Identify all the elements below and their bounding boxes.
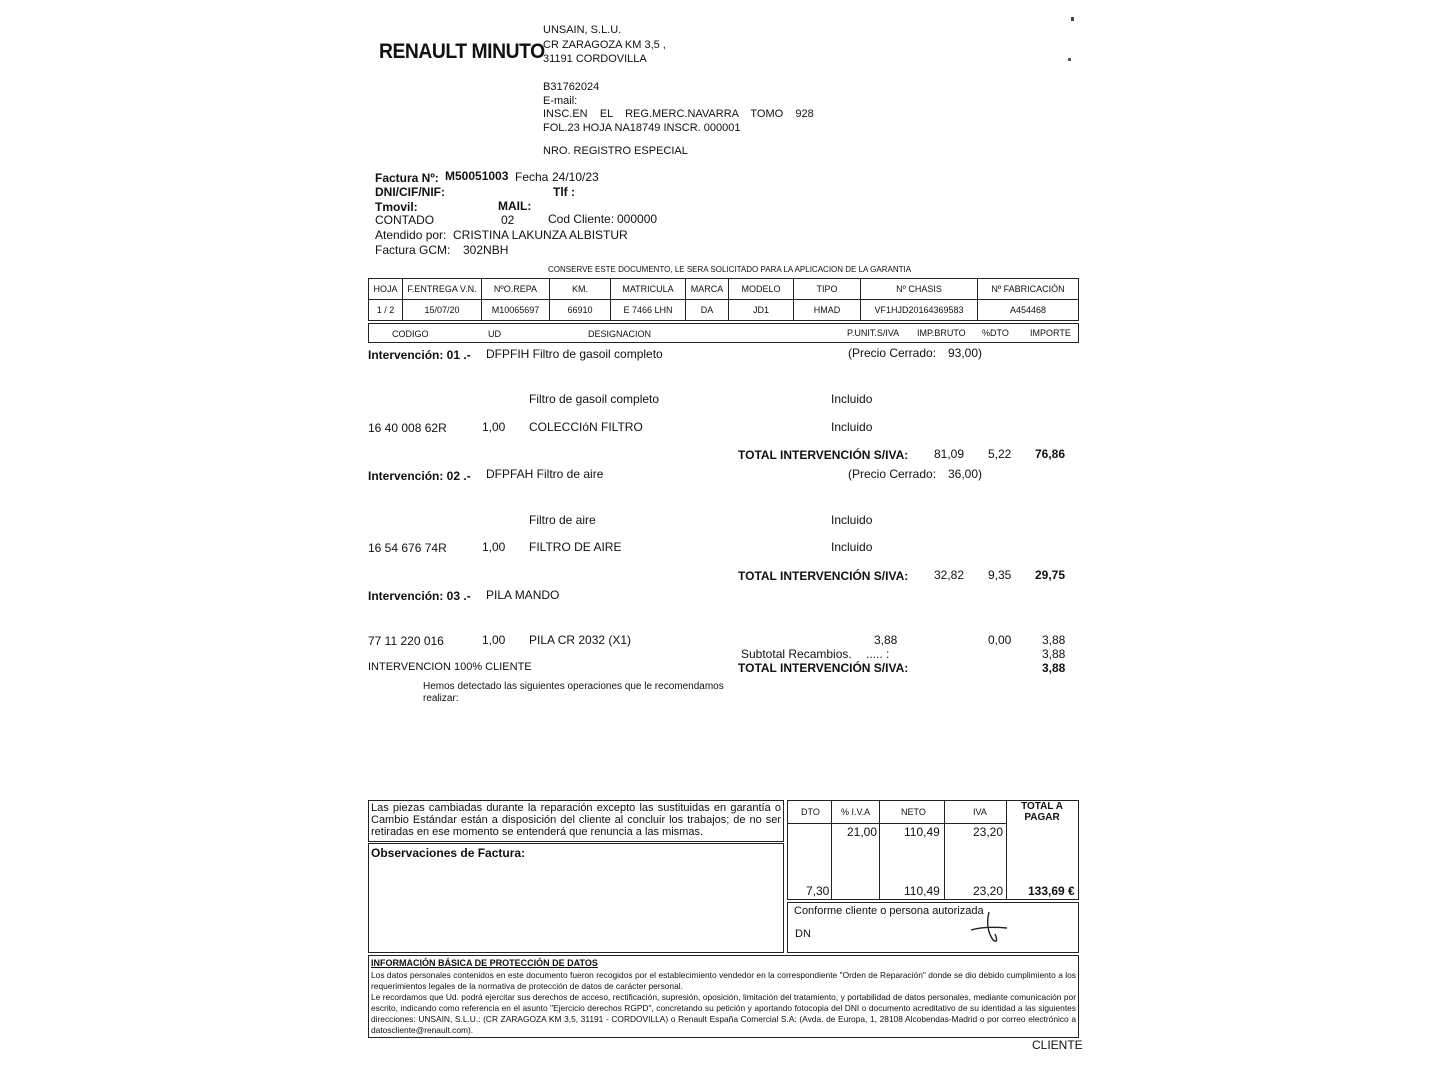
client-code-label: Cod Cliente: [548, 212, 615, 226]
totals-col-divider [831, 800, 832, 900]
neto-total-value: 110,49 [904, 884, 940, 898]
intervention-total-bruto: 81,09 [934, 447, 965, 461]
total-to-pay: 133,69 € [1028, 884, 1075, 898]
vehicle-value-cell: 15/07/20 [403, 300, 482, 321]
invoice-number: M50051003 [445, 169, 509, 183]
vehicle-value-cell: VF1HJD20164369583 [861, 300, 978, 321]
intervention-total-dto: 5,22 [988, 447, 1012, 461]
vehicle-value-cell: 66910 [550, 300, 611, 321]
intervention-desc: DFPFAH Filtro de aire [486, 467, 604, 481]
line-designation: COLECCIóN FILTRO [529, 420, 643, 434]
special-registry: NRO. REGISTRO ESPECIAL [543, 145, 688, 157]
intervention-total-bruto: 32,82 [934, 568, 965, 582]
dni-label: DNI/CIF/NIF: [375, 185, 445, 199]
vehicle-header-cell: Nº CHASIS [861, 279, 978, 300]
intervention-label: Intervención: 03 .- [368, 589, 471, 603]
warranty-note: CONSERVE ESTE DOCUMENTO, LE SERA SOLICITADO PARA LA APLICACION DE LA GARANTIA [548, 265, 912, 274]
vehicle-value-cell: 1 / 2 [369, 300, 403, 321]
vehicle-header-cell: MARCA [686, 279, 729, 300]
client-note: INTERVENCION 100% CLIENTE [368, 661, 532, 673]
recommendation-line-2: realizar: [423, 692, 459, 704]
line-dto: 0,00 [988, 633, 1012, 647]
scan-speck [1071, 17, 1074, 21]
totals-header-dto: DTO [801, 807, 820, 817]
invoice-number-label: Factura Nº: [375, 171, 439, 185]
line-code: 77 11 220 016 [368, 634, 444, 648]
company-address [543, 23, 666, 67]
gcm-number: 302NBH [463, 243, 509, 257]
line-designation: Filtro de aire [529, 513, 596, 527]
invoice-date-label: Fecha [515, 170, 549, 184]
recommendation-line-1: Hemos detectado las siguientes operaciones que le recomendamos [423, 681, 724, 692]
line-designation: PILA CR 2032 (X1) [529, 633, 632, 647]
intervention-total-importe: 3,88 [1042, 661, 1066, 675]
closed-price: 36,00) [948, 467, 983, 481]
dto-total-value: 7,30 [806, 884, 830, 898]
totals-col-divider [944, 800, 945, 900]
signature-mark [965, 910, 1013, 946]
line-included: Incluido [831, 420, 873, 434]
closed-price-label: (Precio Cerrado: [848, 467, 937, 481]
intervention-desc: PILA MANDO [486, 588, 560, 602]
intervention-label: Intervención: 01 .- [368, 348, 471, 362]
iva-total-value: 23,20 [973, 884, 1004, 898]
signature-label: Conforme cliente o persona autorizada [794, 905, 984, 917]
subtotal-label: Subtotal Recambios. [741, 647, 852, 661]
scan-speck [1068, 58, 1071, 61]
line-designation: FILTRO DE AIRE [529, 540, 622, 554]
signature-dni-label: DN [795, 928, 811, 940]
vehicle-value-cell: E 7466 LHN [611, 300, 686, 321]
company-registry [543, 81, 814, 135]
gdpr-title: INFORMACIÓN BÁSICA DE PROTECCIÓN DE DATOS [371, 958, 598, 968]
intervention-total-importe: 76,86 [1035, 447, 1066, 461]
intervention-total-dto: 9,35 [988, 568, 1012, 582]
attended-label: Atendido por: [375, 228, 447, 242]
intervention-total-label: TOTAL INTERVENCIÓN S/IVA: [738, 661, 909, 675]
intervention-total-label: TOTAL INTERVENCIÓN S/IVA: [738, 569, 909, 583]
vehicle-header-cell: TIPO [794, 279, 861, 300]
totals-header-total: TOTAL A PAGAR [1021, 801, 1063, 823]
closed-price-label: (Precio Cerrado: [848, 346, 937, 360]
totals-header-iva: IVA [973, 807, 987, 817]
vehicle-value-cell: DA [686, 300, 729, 321]
vehicle-header-cell: KM. [550, 279, 611, 300]
vehicle-value-cell: HMAD [794, 300, 861, 321]
vehicle-header-row [369, 279, 1079, 300]
line-unit-price: 3,88 [874, 633, 898, 647]
registry-line-1: INSC.EN EL REG.MERC.NAVARRA TOMO 928 [543, 108, 814, 120]
line-included: Incluido [831, 540, 873, 554]
observations-label: Observaciones de Factura: [371, 846, 526, 860]
col-impbruto: IMP.BRUTO [917, 328, 966, 338]
col-designacion: DESIGNACION [588, 329, 652, 339]
vehicle-header-cell: MATRICULA [611, 279, 686, 300]
company-name: UNSAIN, S.L.U. [543, 24, 622, 36]
vehicle-value-cell: A454468 [978, 300, 1079, 321]
line-code: 16 54 676 74R [368, 541, 447, 555]
totals-header-neto: NETO [901, 807, 926, 817]
line-designation: Filtro de gasoil completo [529, 392, 660, 406]
mail-label: MAIL: [498, 199, 532, 213]
vehicle-header-cell: HOJA [369, 279, 403, 300]
invoice-date: 24/10/23 [552, 170, 599, 184]
totals-col-divider [879, 800, 880, 900]
phone-label: Tlf : [553, 185, 575, 199]
neto-value: 110,49 [904, 825, 940, 839]
brand-logo: RENAULT MINUTO [379, 40, 545, 63]
vehicle-header-cell: MODELO [729, 279, 794, 300]
line-ud: 1,00 [482, 633, 506, 647]
totals-header-divider [787, 823, 1006, 824]
gdpr-paragraph-1: Los datos personales contenidos en este documento fueron recogidos por el establecimiento vendedor en la correspondiente "Orden de Reparación" donde se dio debido cumplimiento a los requerimientos legales de la normativa de protección de datos de carácter personal. [371, 970, 1076, 991]
line-included: Incluido [831, 392, 873, 406]
gdpr-paragraph-2: Le recordamos que Ud. podrá ejercitar sus derechos de acceso, rectificación, supresión, oposición, limitación del tratamiento, y portabilidad de datos personales, mediante comunicación por escrito, indicando como referencia en el asunto "Ejercicio derechos RGPD", concretando su petición y aportando fotocopia del DNI o documento acreditativo de su identidad a las siguientes direcciones: UNSAIN, S.L.U.: (CR ZARAGOZA KM 3,5, 31191 - CORDOVILLA) o Renault España Comercial S.A: (Avda. de Europa, 1, 28108 Alcobendas-Madrid o por correo electrónico a datoscliente@renault.com). [371, 992, 1076, 1035]
totals-header-iva-pct: % I.V.A [841, 807, 871, 817]
iva-value: 23,20 [973, 825, 1004, 839]
parts-note: Las piezas cambiadas durante la reparación excepto las sustituidas en garantía o Cambio Estándar están a disposición del cliente al concluir los trabajos; de no ser retiradas en ese momento se entenderá que renuncia a las mismas. [371, 802, 781, 838]
vehicle-header-cell: NºO.REPA [482, 279, 550, 300]
line-code: 16 40 008 62R [368, 421, 447, 435]
recommendation-text [423, 681, 724, 704]
intervention-total-label: TOTAL INTERVENCIÓN S/IVA: [738, 448, 909, 462]
attended-by: CRISTINA LAKUNZA ALBISTUR [453, 228, 628, 242]
registry-line-2: FOL.23 HOJA NA18749 INSCR. 000001 [543, 121, 741, 134]
vehicle-value-cell: M10065697 [482, 300, 550, 321]
company-city: 31191 CORDOVILLA [543, 53, 647, 65]
client-code: 000000 [617, 212, 658, 226]
copy-label: CLIENTE [1032, 1038, 1083, 1052]
vehicle-value-row [369, 300, 1079, 321]
vehicle-table [368, 278, 1079, 321]
payment-code: 02 [501, 213, 515, 227]
col-ud: UD [488, 329, 501, 339]
col-codigo: CODIGO [392, 329, 429, 339]
gcm-label: Factura GCM: [375, 243, 451, 257]
intervention-desc: DFPFIH Filtro de gasoil completo [486, 347, 663, 361]
vehicle-value-cell: JD1 [729, 300, 794, 321]
subtotal-value: 3,88 [1042, 647, 1066, 661]
closed-price: 93,00) [948, 346, 983, 360]
payment-method: CONTADO [375, 213, 435, 227]
company-street: CR ZARAGOZA KM 3,5 , [543, 38, 666, 51]
tax-id: B31762024 [543, 81, 600, 93]
iva-pct-value: 21,00 [847, 825, 878, 839]
totals-col-divider [1006, 800, 1007, 900]
line-ud: 1,00 [482, 420, 506, 434]
intervention-total-importe: 29,75 [1035, 568, 1066, 582]
line-included: Incluido [831, 513, 873, 527]
vehicle-header-cell: Nº FABRICACIÓN [978, 279, 1079, 300]
line-ud: 1,00 [482, 540, 506, 554]
vehicle-header-cell: F.ENTREGA V.N. [403, 279, 482, 300]
email-label: E-mail: [543, 94, 578, 107]
subtotal-dots: ..... : [866, 647, 890, 661]
column-header-box [368, 323, 1079, 343]
col-importe: IMPORTE [1030, 328, 1071, 338]
col-punit: P.UNIT.S/IVA [847, 328, 900, 338]
intervention-label: Intervención: 02 .- [368, 469, 471, 483]
mobile-label: Tmovil: [375, 200, 418, 214]
line-importe: 3,88 [1042, 633, 1066, 647]
col-dto: %DTO [982, 328, 1009, 338]
